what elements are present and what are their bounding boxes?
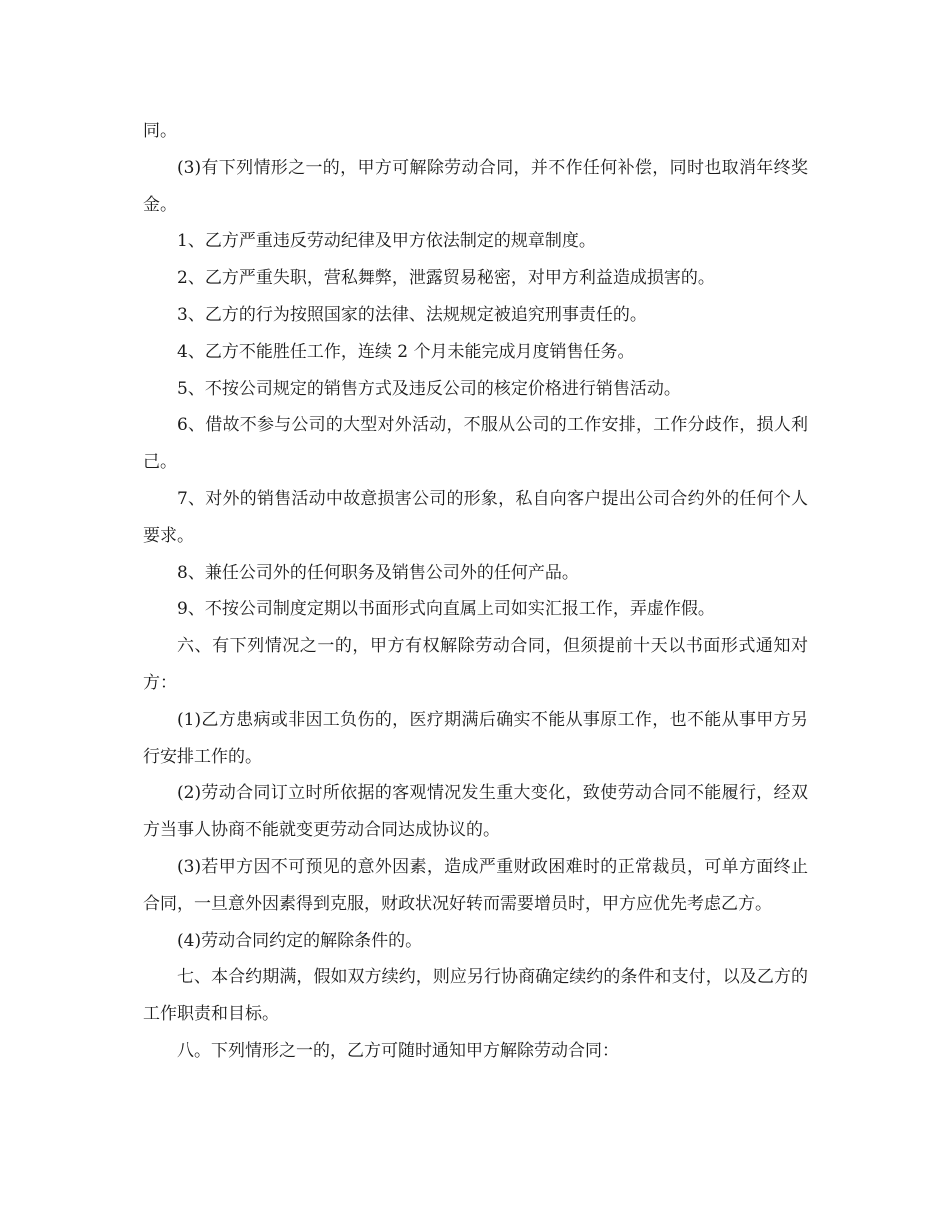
- paragraph-clause-3: (3)有下列情形之一的，甲方可解除劳动合同，并不作任何补偿，同时也取消年终奖金。: [143, 157, 808, 215]
- paragraph-item-7: 7、对外的销售活动中故意损害公司的形象，私自向客户提出公司合约外的任何个人要求。: [143, 488, 808, 546]
- paragraph-item-1: 1、乙方严重违反劳动纪律及甲方依法制定的规章制度。: [177, 231, 596, 252]
- paragraph-item-6: 6、借故不参与公司的大型对外活动，不服从公司的工作安排，工作分歧作，损人利己。: [143, 415, 808, 473]
- paragraph-item-2: 2、乙方严重失职，营私舞弊，泄露贸易秘密，对甲方利益造成损害的。: [177, 268, 715, 289]
- paragraph-item-8: 8、兼任公司外的任何职务及销售公司外的任何产品。: [177, 562, 579, 583]
- paragraph-section-7: 七、本合约期满，假如双方续约，则应另行协商确定续约的条件和支付，以及乙方的工作职责和目标。: [143, 967, 808, 1025]
- paragraph-item-5: 5、不按公司规定的销售方式及违反公司的核定价格进行销售活动。: [177, 378, 681, 399]
- paragraph-section-6-clause-2: (2)劳动合同订立时所依据的客观情况发生重大变化，致使劳动合同不能履行，经双方当事人协商不能就变更劳动合同达成协议的。: [143, 783, 808, 841]
- paragraph-section-6-clause-1: (1)乙方患病或非因工负伤的，医疗期满后确实不能从事原工作，也不能从事甲方另行安排工作的。: [143, 709, 808, 767]
- paragraph-section-6: 六、有下列情况之一的，甲方有权解除劳动合同，但须提前十天以书面形式通知对方：: [143, 636, 808, 693]
- paragraph-continuation: 同。: [143, 121, 177, 141]
- paragraph-item-4: 4、乙方不能胜任工作，连续 2 个月未能完成月度销售任务。: [177, 341, 635, 362]
- document-body: [143, 113, 808, 1070]
- paragraph-item-3: 3、乙方的行为按照国家的法律、法规规定被追究刑事责任的。: [177, 304, 647, 325]
- paragraph-item-9: 9、不按公司制度定期以书面形式向直属上司如实汇报工作，弄虚作假。: [177, 599, 715, 620]
- paragraph-section-6-clause-3: (3)若甲方因不可预见的意外因素，造成严重财政困难时的正常裁员，可单方面终止合同，一旦意外因素得到克服，财政状况好转而需要增员时，甲方应优先考虑乙方。: [143, 856, 808, 914]
- paragraph-section-8: 八。下列情形之一的，乙方可随时通知甲方解除劳动合同：: [177, 1040, 619, 1061]
- paragraph-section-6-clause-4: (4)劳动合同约定的解除条件的。: [177, 930, 423, 951]
